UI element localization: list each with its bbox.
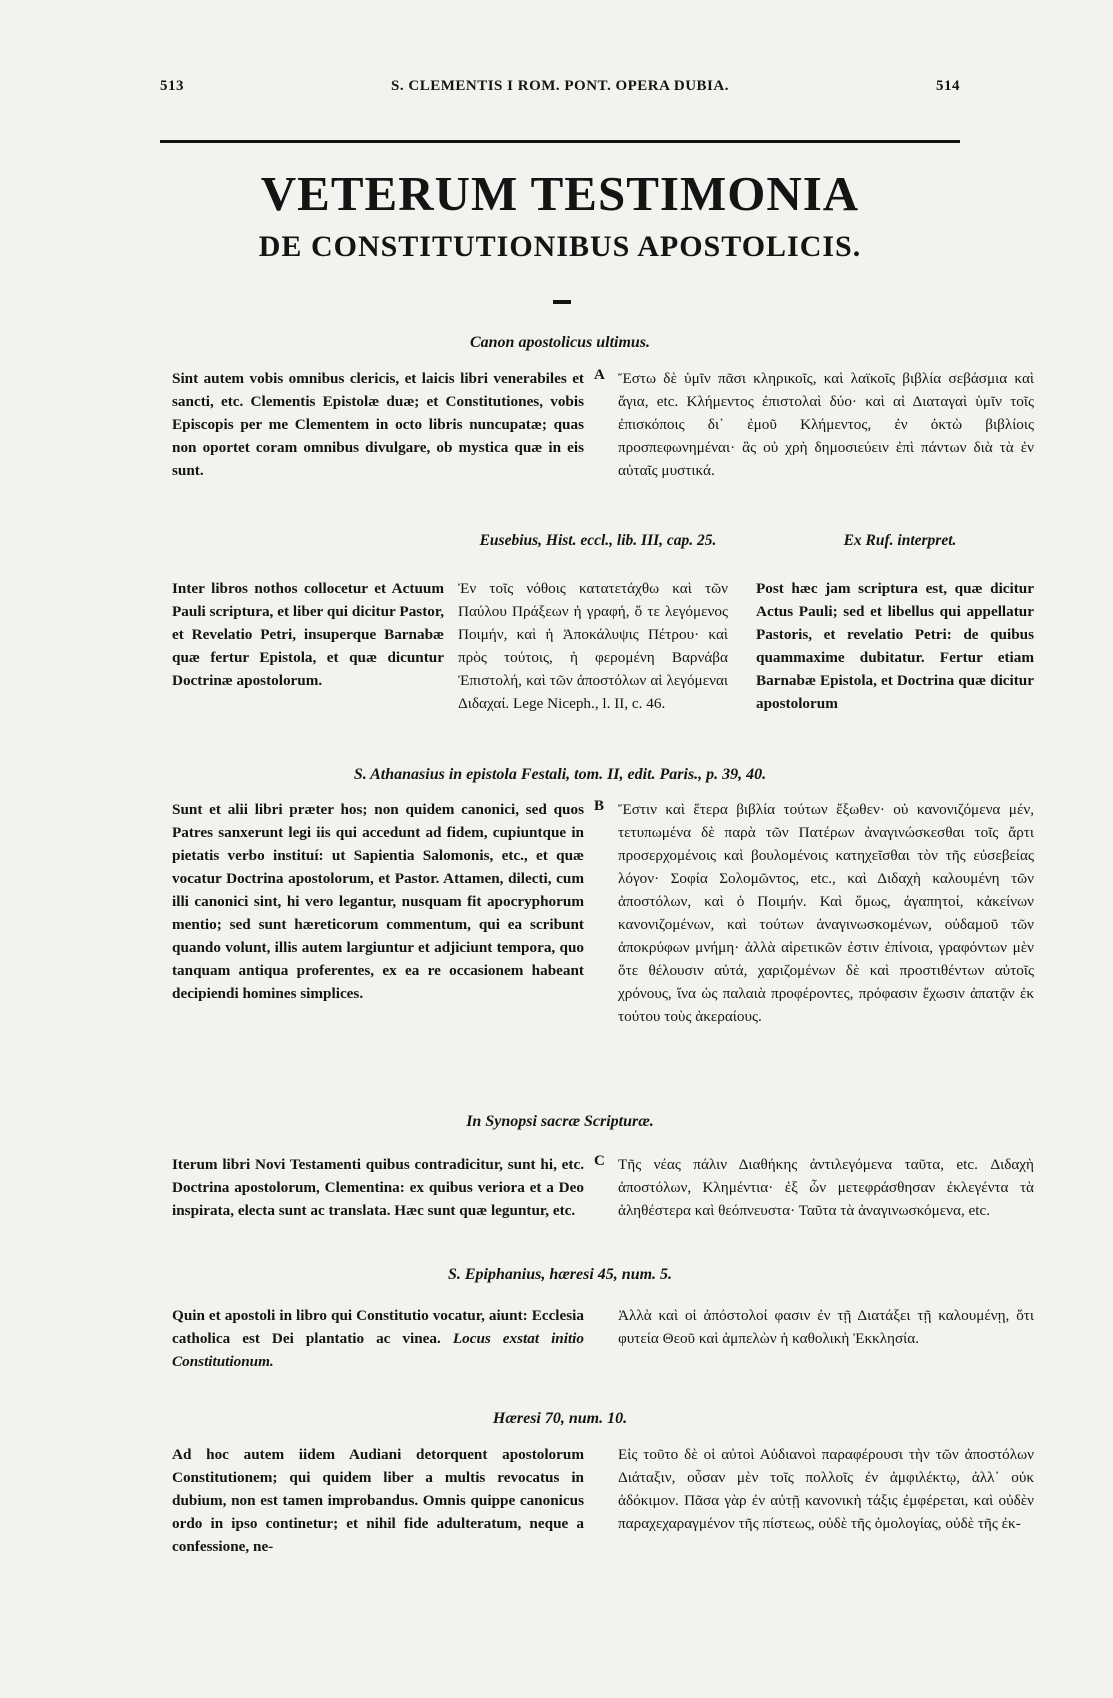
main-title: VETERUM TESTIMONIA — [260, 166, 860, 221]
greek-text-canon: Ἔστω δὲ ὑμῖν πᾶσι κληρικοῖς, καὶ λαϊκοῖς βιβλία σεβάσμια καὶ ἅγια, etc. Κλήμεντος ἐπιστολαὶ δύο· καὶ αἱ Διαταγαὶ ὑμῖν τοῖς ἐπισκόποις δι᾽ ἐμοῦ Κλήμεντος, ἐν ὀκτὼ βιβλίοις προσπεφωνημέναι· ἃς οὐ χρὴ δημοσιεύειν ἐπὶ πάντων διὰ τὰ ἐν αὐταῖς μυστικά. — [618, 370, 1034, 479]
latin-text-eusebius: Inter libros nothos collocetur et Actuum Pauli scriptura, et liber qui dicitur Pastor, et Revelatio Petri, insuperque Barnabæ quæ fertur Epistola, et quæ dicuntur Doctrinæ apostolorum. — [172, 580, 444, 689]
greek-text-synopsis: Τῆς νέας πάλιν Διαθήκης ἀντιλεγόμενα ταῦτα, etc. Διδαχὴ ἀποστόλων, Κλημέντια· ἐξ ὧν μετεφράσθησαν ἐκλεγέντα τὰ ἀληθέστερα καὶ θεόπνευστα· Ταῦτα τὰ ἀναγινωσκόμενα, etc. — [618, 1156, 1034, 1219]
latin-text-epiphanius45 — [172, 1304, 584, 1373]
page-number-right: 514 — [936, 78, 960, 94]
latin-text-epiphanius70: Ad hoc autem iidem Audiani detorquent apostolorum Constitutionem; qui quidem liber a multis revocatus in dubium, non est tamen improbandus. Omnis quippe canonicus ordo in ipso continetur; et nihil fide adulteratum, neque a confessione, ne- — [172, 1446, 584, 1555]
margin-marker-a: A — [594, 367, 605, 383]
greek-text-epiphanius70: Εἰς τοῦτο δὲ οἱ αὐτοὶ Αὐδιανοὶ παραφέρουσι τὴν τῶν ἀποστόλων Διάταξιν, οὖσαν μὲν τοῖς πολλοῖς ἐν ἀμφιλέκτῳ, ἀλλ᾽ οὐκ ἀδόκιμον. Πᾶσα γὰρ ἐν αὐτῇ κανονικὴ τάξις ἐμφέρεται, καὶ οὐδὲν παραχεχαραγμένον τῆς πίστεως, οὐδὲ τῆς ὁμολογίας, οὐδὲ τῆς ἐκ- — [618, 1446, 1034, 1532]
running-title: S. CLEMENTIS I ROM. PONT. OPERA DUBIA. — [391, 78, 729, 94]
greek-text-athanasius: Ἔστιν καὶ ἕτερα βιβλία τούτων ἔξωθεν· οὐ κανονιζόμενα μέν, τετυπωμένα δὲ παρὰ τῶν Πατέρων ἀναγινώσκεσθαι τοῖς ἄρτι προσερχομένοις καὶ βουλομένοις κατηχεῖσθαι τὸν τῆς εὐσεβείας λόγον· Σοφία Σολομῶντος, etc., καὶ Διδαχὴ καλουμένη τῶν ἀποστόλων, καὶ ὁ Ποιμήν. Καὶ ὅμως, ἀγαπητοί, κἀκείνων κανονιζομένων, καὶ τούτων ἀναγινωσκομένων, οὐδαμοῦ τῶν ἀποκρύφων μνήμη· ἀλλὰ αἱρετικῶν ἐστιν ἐπίνοια, γραφόντων μὲν ὅτε θέλουσιν αὐτά, χαριζομένων δὲ καὶ προστιθέντων αὐτοῖς χρόνους, ἵνα ὡς παλαιὰ προφέροντες, πρόφασιν ἔχωσιν ἀπατᾷν ἐκ τούτου τοὺς ἀκεραίους. — [618, 801, 1034, 1025]
section-heading-canon: Canon apostolicus ultimus. — [469, 334, 651, 351]
page-number-left: 513 — [160, 78, 184, 94]
section-heading-epiphanius70: Hæresi 70, num. 10. — [492, 1410, 628, 1427]
margin-marker-b: B — [594, 798, 605, 814]
latin-text-athanasius: Sunt et alii libri præter hos; non quidem canonici, sed quos Patres sanxerunt legi iis qui accedunt ad fidem, cupiuntque in pietatis verbo instituí: ut Sapientia Salomonis, etc., et quæ vocatur Doctrina apostolorum, et Pastor. Attamen, dilecti, cum illi canonici sint, hi vero legantur, nusquam fit apocryphorum mentio; sed sunt hæreticorum commentum, qui ea scribunt quando volunt, illis autem largiuntur et adjiciunt tempora, quo tanquam antiqua proferentes, ex ea re occasionem habeant decipiendi homines simplices. — [172, 801, 584, 1002]
subtitle: DE CONSTITUTIONIBUS APOSTOLICIS. — [258, 230, 862, 263]
section-heading-epiphanius45: S. Epiphanius, hæresi 45, num. 5. — [447, 1266, 673, 1283]
section-heading-eusebius: Eusebius, Hist. eccl., lib. III, cap. 25. — [479, 532, 717, 549]
greek-text-epiphanius45: Ἀλλὰ καὶ οἱ ἀπόστολοί φασιν ἐν τῇ Διατάξει τῇ καλουμένῃ, ὅτι φυτεία Θεοῦ καὶ ἀμπελὼν ἡ καθολικὴ Ἐκκλησία. — [618, 1307, 1034, 1347]
latin-text-synopsis: Iterum libri Novi Testamenti quibus contradicitur, sunt hi, etc. Doctrina apostolorum, Clementina: ex quibus veriora et a Deo inspirata, electa sunt ac translata. Hæc sunt quæ leguntur, etc. — [172, 1156, 584, 1219]
section-heading-athanasius: S. Athanasius in epistola Festali, tom. II, edit. Paris., p. 39, 40. — [353, 766, 767, 783]
latin-note-epiphanius45: Locus exstat initio Constitutionum. — [172, 1330, 584, 1370]
section-heading-synopsis: In Synopsi sacræ Scripturæ. — [466, 1113, 654, 1130]
margin-marker-c: C — [594, 1153, 605, 1169]
latin-text-canon: Sint autem vobis omnibus clericis, et laicis libri venerabiles et sancti, etc. Clementis Epistolæ duæ; et Constitutiones, vobis Episcopis per me Clementem in octo libris nuncupatæ; quas non oportet coram omnibus divulgare, ob mystica quæ in eis sunt. — [172, 370, 584, 479]
greek-text-eusebius: Ἐν τοῖς νόθοις κατατετάχθω καὶ τῶν Παύλου Πράξεων ἡ γραφή, ὅ τε λεγόμενος Ποιμήν, καὶ ἡ Ἀποκάλυψις Πέτρου· καὶ πρὸς τούτοις, ἡ φερομένη Βαρνάβα Ἐπιστολή, καὶ τῶν ἀποστόλων αἱ λεγόμεναι Διδαχαί. Lege Niceph., l. II, c. 46. — [458, 580, 728, 712]
latin-text-epiphanius45-body: Quin et apostoli in libro qui Constitutio vocatur, aiunt: Ecclesia catholica est Dei plantatio ac vinea. — [172, 1307, 584, 1347]
title-divider — [553, 300, 571, 304]
rufinus-text-eusebius: Post hæc jam scriptura est, quæ dicitur Actus Pauli; sed et libellus qui appellatur Pastoris, et revelatio Petri: de quibus quammaxime dubitatur. Fertur etiam Barnabæ Epistola, et Doctrina quæ dicitur apostolorum — [756, 580, 1034, 712]
header-rule — [160, 140, 960, 143]
section-heading-rufinus: Ex Ruf. interpret. — [843, 532, 957, 549]
